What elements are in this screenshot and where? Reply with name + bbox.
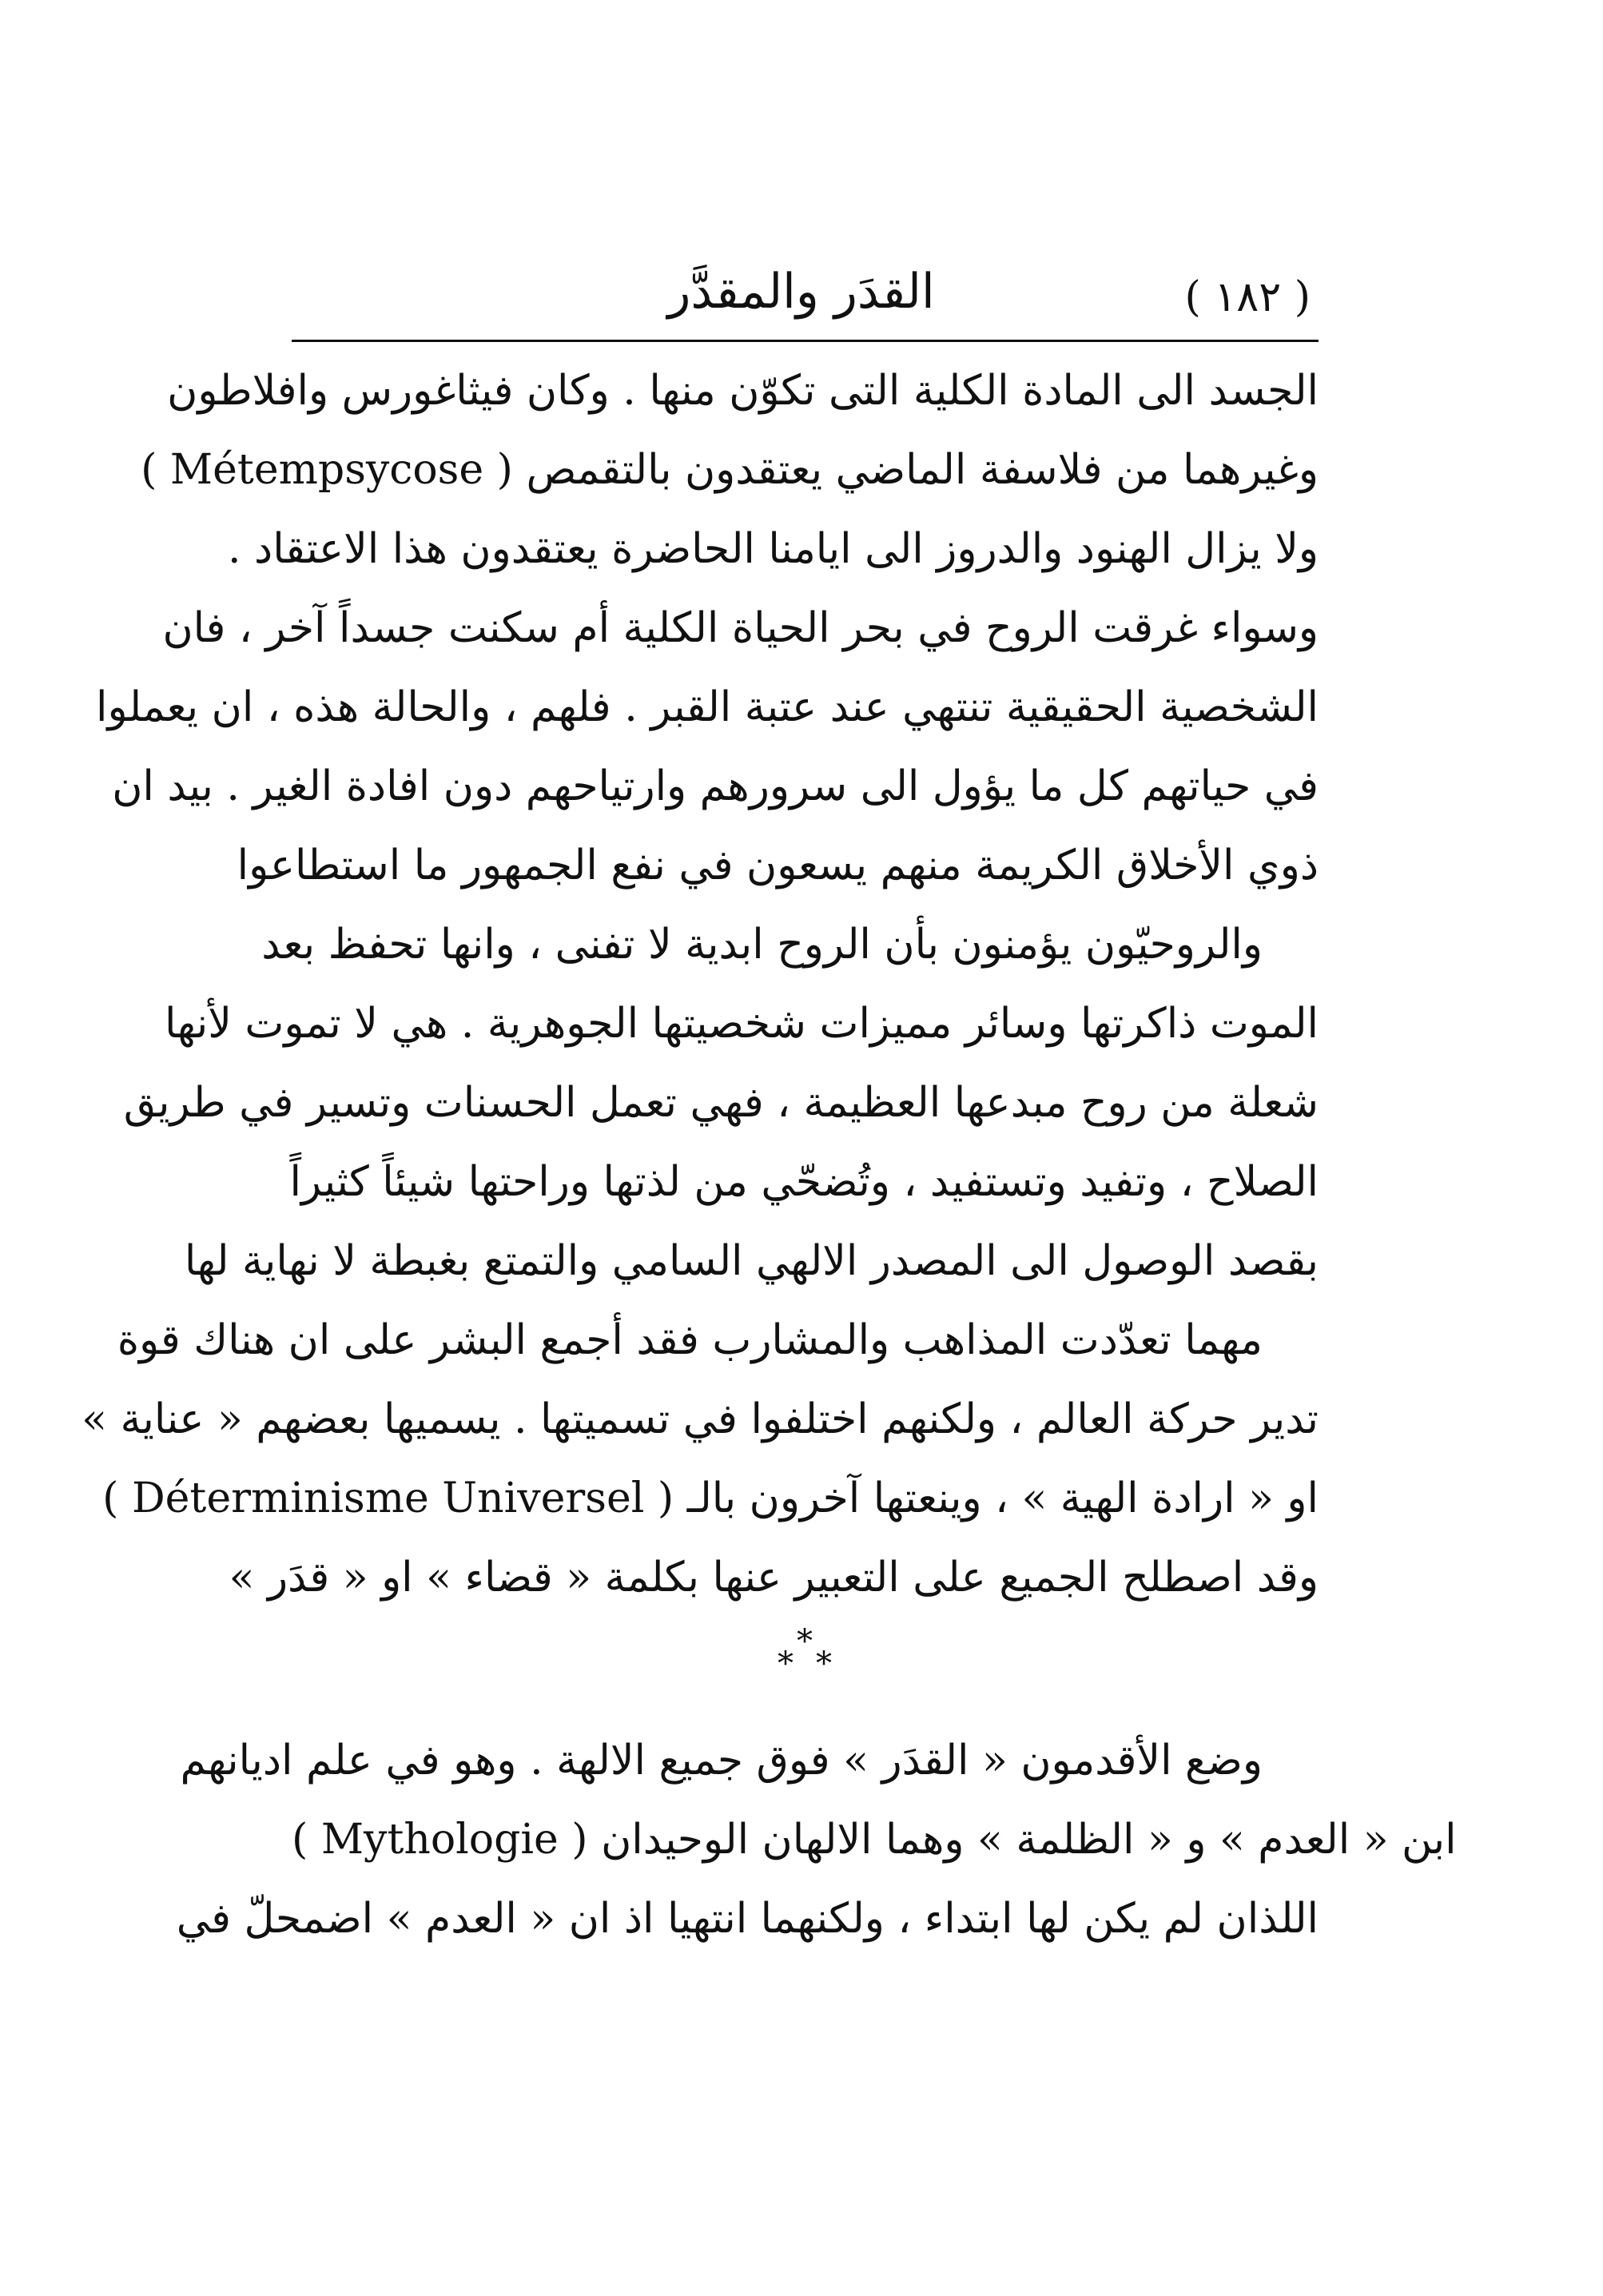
text-line: بقصد الوصول الى المصدر الالهي السامي والتمتع بغبطة لا نهاية لها: [184, 1237, 1319, 1285]
text-line: شعلة من روح مبدعها العظيمة ، فهي تعمل الحسنات وتسير في طريق: [123, 1079, 1319, 1127]
text-line: وقد اصطلح الجميع على التعبير عنها بكلمة « قضاء » او « قدَر »: [229, 1554, 1319, 1602]
text-line: وغيرهما من فلاسفة الماضي يعتقدون بالتقمص ( Métempsycose ): [141, 446, 1319, 494]
text-line: الموت ذاكرتها وسائر مميزات شخصيتها الجوهرية . هي لا تموت لأنها: [164, 1000, 1319, 1048]
page-number: ( ١٨٢ ): [1184, 273, 1311, 321]
text-line: الجسد الى المادة الكلية التى تكوّن منها . وكان فيثاغورس وافلاطون: [167, 367, 1319, 415]
paragraph-2: [123, 905, 1319, 1301]
running-title: القدَر والمقدَّر: [667, 264, 935, 320]
text-line: تدير حركة العالم ، ولكنهم اختلفوا في تسميتها . يسميها بعضهم « عناية »: [82, 1395, 1319, 1443]
text-line: وسواء غرقت الروح في بحر الحياة الكلية أم سكنت جسداً آخر ، فان: [162, 604, 1319, 652]
section-separator: [292, 1618, 1319, 1721]
page-header: [292, 256, 1311, 344]
text-line: ( Mythologie ) ابن « العدم » و « الظلمة » وهما الالهان الوحيدان: [292, 1816, 1457, 1864]
separator-asterisk: *: [797, 1623, 813, 1660]
text-line: مهما تعدّدت المذاهب والمشارب فقد أجمع البشر على ان هناك قوة: [117, 1316, 1263, 1364]
paragraph-3: [82, 1301, 1319, 1618]
text-line: اللذان لم يكن لها ابتداء ، ولكنهما انتهيا اذ ان « العدم » اضمحلّ في: [176, 1895, 1319, 1943]
separator-asterisk: *: [778, 1645, 794, 1682]
paragraph-1: [96, 352, 1319, 905]
text-line: وضع الأقدمون « القدَر » فوق جميع الالهة . وهو في علم اديانهم: [180, 1737, 1263, 1785]
text-line: ذوي الأخلاق الكريمة منهم يسعون في نفع الجمهور ما استطاعوا: [237, 842, 1319, 889]
text-line: الشخصية الحقيقية تنتهي عند عتبة القبر . فلهم ، والحالة هذه ، ان يعملوا: [96, 683, 1319, 731]
text-line: والروحيّون يؤمنون بأن الروح ابدية لا تفنى ، وانها تحفظ بعد: [261, 921, 1263, 969]
paragraph-4: [176, 1721, 1457, 1959]
text-line: في حياتهم كل ما يؤول الى سرورهم وارتياحهم دون افادة الغير . بيد ان: [112, 762, 1319, 810]
separator-asterisk: *: [816, 1645, 832, 1682]
text-line: الصلاح ، وتفيد وتستفيد ، وتُضحّي من لذتها وراحتها شيئاً كثيراً: [289, 1158, 1319, 1206]
text-line: ولا يزال الهنود والدروز الى ايامنا الحاضرة يعتقدون هذا الاعتقاد .: [228, 525, 1319, 573]
body-text: [82, 352, 1457, 1959]
header-rule: [292, 340, 1319, 342]
text-line: او « ارادة الهية » ، وينعتها آخرون بالـ ( Déterminisme Universel ): [102, 1474, 1319, 1522]
